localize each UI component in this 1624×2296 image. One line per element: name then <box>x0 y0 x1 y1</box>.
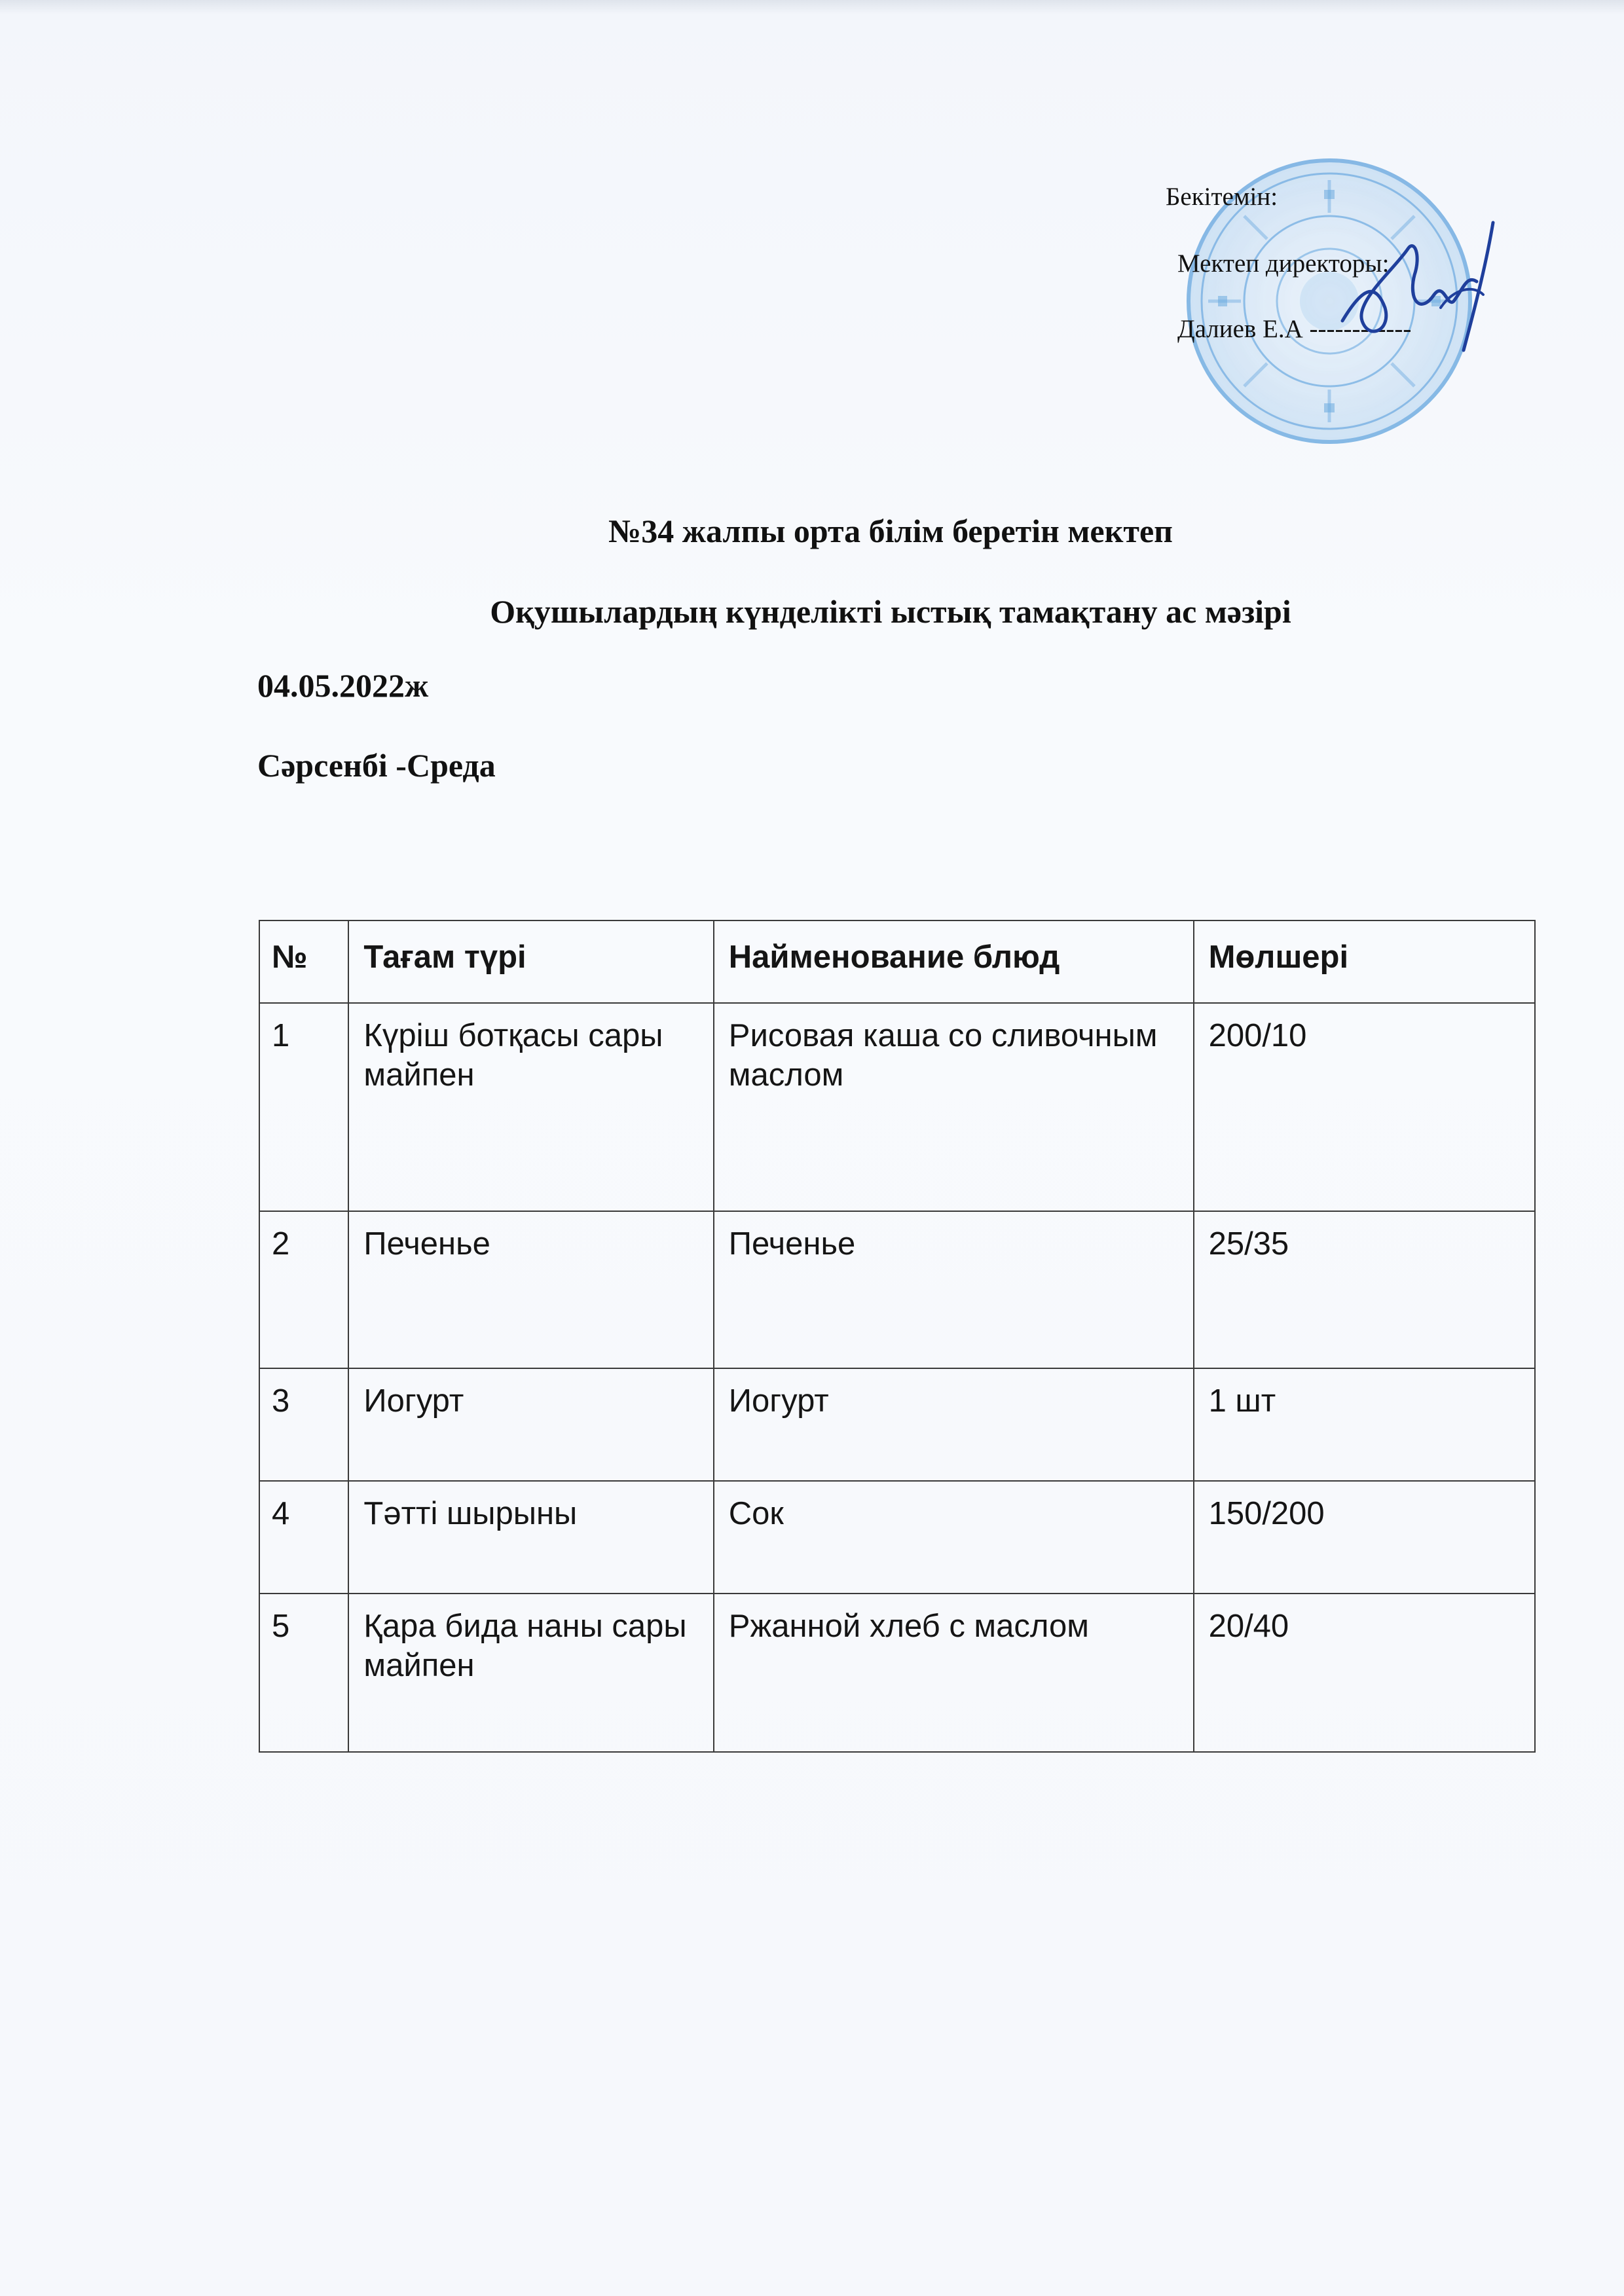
row-number: 5 <box>259 1594 348 1752</box>
table-header-row <box>259 920 1535 1003</box>
row-number: 3 <box>259 1368 348 1481</box>
scan-top-edge <box>0 0 1624 14</box>
director-name: Далиев Е.А ------------ <box>1177 315 1412 343</box>
header-quantity: Мөлшері <box>1194 920 1535 1003</box>
dish-type-kz: Иогурт <box>348 1368 713 1481</box>
row-number: 2 <box>259 1211 348 1368</box>
menu-weekday: Сәрсенбі -Среда <box>257 747 496 784</box>
dish-name-ru: Ржанной хлеб с маслом <box>714 1594 1194 1752</box>
table-row <box>259 1003 1535 1211</box>
menu-subtitle: Оқушылардың күнделікті ыстық тамақтану ас мәзірі <box>490 593 1291 630</box>
quantity: 1 шт <box>1194 1368 1535 1481</box>
menu-date: 04.05.2022ж <box>257 667 429 704</box>
dish-type-kz: Қара бида наны сары майпен <box>348 1594 713 1752</box>
row-number: 4 <box>259 1481 348 1594</box>
table-row <box>259 1481 1535 1594</box>
dish-type-kz: Тәтті шырыны <box>348 1481 713 1594</box>
dish-type-kz: Печенье <box>348 1211 713 1368</box>
dish-name-ru: Печенье <box>714 1211 1194 1368</box>
approved-label: Бекітемін: <box>1166 183 1278 211</box>
director-position: Мектеп директоры: <box>1177 249 1390 278</box>
dish-type-kz: Күріш ботқасы сары майпен <box>348 1003 713 1211</box>
dish-name-ru: Сок <box>714 1481 1194 1594</box>
dish-name-ru: Рисовая каша со сливочным маслом <box>714 1003 1194 1211</box>
quantity: 150/200 <box>1194 1481 1535 1594</box>
quantity: 20/40 <box>1194 1594 1535 1752</box>
menu-table <box>259 920 1536 1753</box>
quantity: 200/10 <box>1194 1003 1535 1211</box>
table-row <box>259 1368 1535 1481</box>
header-dish-name-ru: Найменование блюд <box>714 920 1194 1003</box>
table-row <box>259 1211 1535 1368</box>
school-title: №34 жалпы орта білім беретін мектеп <box>608 513 1173 549</box>
director-signature <box>1323 210 1519 360</box>
row-number: 1 <box>259 1003 348 1211</box>
header-number: № <box>259 920 348 1003</box>
dish-name-ru: Иогурт <box>714 1368 1194 1481</box>
table-row <box>259 1594 1535 1752</box>
quantity: 25/35 <box>1194 1211 1535 1368</box>
header-dish-type-kz: Тағам түрі <box>348 920 713 1003</box>
